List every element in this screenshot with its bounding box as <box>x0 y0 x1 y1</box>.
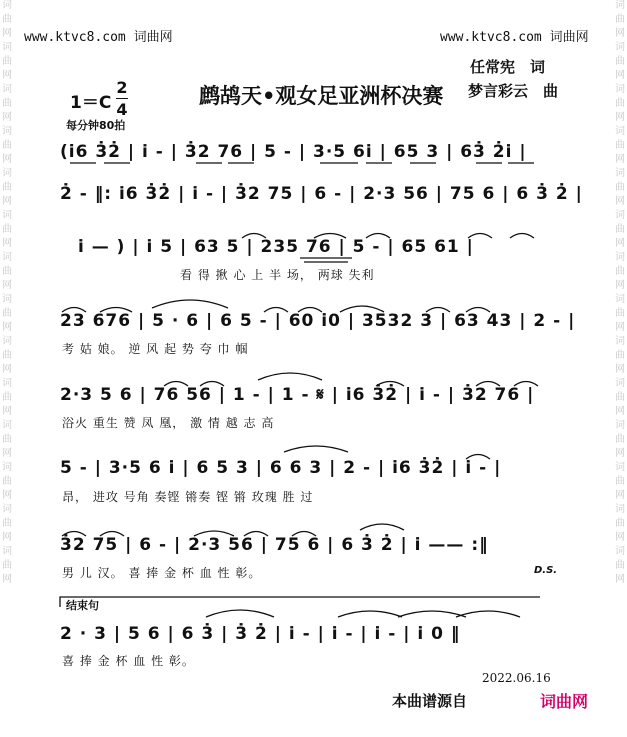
side-watermark-glyph: 曲 <box>615 308 625 319</box>
score-row-6-lyrics: 昂， 进攻 号角 奏铿 锵奏 铿 锵 玫瑰 胜 过 <box>62 490 314 504</box>
side-watermark-glyph: 曲 <box>615 14 625 25</box>
side-watermark-glyph: 曲 <box>2 14 12 25</box>
side-watermark-glyph: 曲 <box>615 56 625 67</box>
right-watermark-column <box>613 0 627 737</box>
side-watermark-glyph: 词 <box>615 462 625 473</box>
side-watermark-glyph: 词 <box>615 42 625 53</box>
side-watermark-glyph: 网 <box>615 448 625 459</box>
side-watermark-glyph: 词 <box>615 420 625 431</box>
side-watermark-glyph: 网 <box>615 154 625 165</box>
composer-credit: 梦言彩云 曲 <box>468 82 559 100</box>
side-watermark-glyph: 曲 <box>2 56 12 67</box>
score-row-3-lyrics: 看 得 揪 心 上 半 场， 两球 失利 <box>180 268 375 282</box>
brand-logo: 词曲网 <box>540 692 589 711</box>
side-watermark-glyph: 词 <box>615 210 625 221</box>
side-watermark-glyph: 网 <box>2 112 12 123</box>
key-signature: 1＝C <box>70 93 112 113</box>
side-watermark-glyph: 词 <box>615 84 625 95</box>
ending-label: 结束句 <box>66 599 99 612</box>
score-row-7-lyrics: 男 儿 汉。 喜 捧 金 杯 血 性 彰。 <box>62 566 262 580</box>
slur-arc <box>338 611 402 617</box>
side-watermark-glyph: 网 <box>615 196 625 207</box>
slur-arc <box>206 610 274 617</box>
side-watermark-glyph: 曲 <box>2 518 12 529</box>
side-watermark-glyph: 词 <box>2 84 12 95</box>
side-watermark-glyph: 曲 <box>615 224 625 235</box>
side-watermark-glyph: 网 <box>2 196 12 207</box>
side-watermark-glyph: 曲 <box>2 560 12 571</box>
side-watermark-glyph: 曲 <box>615 350 625 361</box>
side-watermark-glyph: 网 <box>2 490 12 501</box>
side-watermark-glyph: 词 <box>615 126 625 137</box>
side-watermark-glyph: 词 <box>2 546 12 557</box>
side-watermark-glyph: 网 <box>615 322 625 333</box>
side-watermark-glyph: 曲 <box>2 98 12 109</box>
side-watermark-glyph: 词 <box>2 252 12 263</box>
side-watermark-glyph: 词 <box>615 0 625 11</box>
side-watermark-glyph: 词 <box>2 126 12 137</box>
side-watermark-glyph: 曲 <box>2 308 12 319</box>
score-row-4-notes: 23 676 | 5 · 6 | 6 5 - | 60 i̇0 | 3532 3 | 63 43 | 2 - | <box>60 311 576 331</box>
side-watermark-glyph: 曲 <box>615 476 625 487</box>
score-row-7-notes: 3̇2 75 | 6 - | 2·3 56 | 75 6 | 6 3̇ 2̇ | i̇ —— :‖ <box>60 535 489 555</box>
side-watermark-glyph: 词 <box>615 294 625 305</box>
side-watermark-glyph: 词 <box>615 168 625 179</box>
score-row-8-lyrics: 喜 捧 金 杯 血 性 彰。 <box>62 654 195 668</box>
side-watermark-glyph: 网 <box>615 532 625 543</box>
side-watermark-glyph: 词 <box>615 504 625 515</box>
lyricist-credit: 任常宪 词 <box>470 58 546 76</box>
side-watermark-glyph: 曲 <box>2 350 12 361</box>
side-watermark-glyph: 曲 <box>615 182 625 193</box>
side-watermark-glyph: 网 <box>615 280 625 291</box>
side-watermark-glyph: 网 <box>615 490 625 501</box>
left-watermark-column <box>0 0 14 737</box>
side-watermark-glyph: 词 <box>615 378 625 389</box>
song-title: 鹧鸪天•观女足亚洲杯决赛 <box>199 84 444 108</box>
source-label: 本曲谱源自 <box>392 692 468 710</box>
side-watermark-glyph: 词 <box>2 294 12 305</box>
side-watermark-glyph: 曲 <box>615 434 625 445</box>
side-watermark-glyph: 词 <box>2 336 12 347</box>
side-watermark-glyph: 词 <box>2 42 12 53</box>
side-watermark-glyph: 词 <box>2 210 12 221</box>
side-watermark-glyph: 曲 <box>615 392 625 403</box>
side-watermark-glyph: 词 <box>2 378 12 389</box>
site-watermark-right: www.ktvc8.com 词曲网 <box>440 30 589 45</box>
slur-arc <box>398 611 466 617</box>
side-watermark-glyph: 网 <box>2 154 12 165</box>
side-watermark-glyph: 词 <box>2 168 12 179</box>
side-watermark-glyph: 网 <box>2 322 12 333</box>
side-watermark-glyph: 曲 <box>2 392 12 403</box>
side-watermark-glyph: 网 <box>615 364 625 375</box>
side-watermark-glyph: 曲 <box>615 98 625 109</box>
side-watermark-glyph: 词 <box>615 336 625 347</box>
side-watermark-glyph: 网 <box>615 112 625 123</box>
score-row-2-notes: 2̇ - ‖: i̇6 3̇2̇ | i̇ - | 3̇2 75 | 6 - | 2·3 56 | 75 6 | 6 3̇ 2̇ | <box>60 184 583 204</box>
side-watermark-glyph: 词 <box>615 252 625 263</box>
score-row-5-notes: 2·3 5 6 | 76 56 | 1 - | 1 - 𝄋 | i̇6 3̇2̇ | i̇ - | 3̇2 76 | <box>60 385 535 405</box>
side-watermark-glyph: 曲 <box>615 266 625 277</box>
score-row-5-lyrics: 浴火 重生 赞 凤 凰， 激 情 越 志 高 <box>62 416 275 430</box>
score-row-6-notes: 5 - | 3·5 6 i̇ | 6 5 3 | 6 6 3 | 2 - | i̇6 3̇2̇ | i̇ - | <box>60 458 502 478</box>
side-watermark-glyph: 网 <box>2 28 12 39</box>
side-watermark-glyph: 网 <box>2 364 12 375</box>
side-watermark-glyph: 网 <box>2 70 12 81</box>
ending-bracket <box>60 597 540 607</box>
side-watermark-glyph: 词 <box>2 504 12 515</box>
slur-arc <box>456 611 520 617</box>
slur-arc <box>284 446 348 452</box>
side-watermark-glyph: 词 <box>2 420 12 431</box>
slur-arc <box>360 524 404 530</box>
side-watermark-glyph: 曲 <box>2 140 12 151</box>
side-watermark-glyph: 网 <box>615 406 625 417</box>
tempo-marking: 每分钟80拍 <box>66 119 126 132</box>
side-watermark-glyph: 网 <box>2 532 12 543</box>
side-watermark-glyph: 网 <box>615 238 625 249</box>
side-watermark-glyph: 曲 <box>615 560 625 571</box>
side-watermark-glyph: 曲 <box>615 140 625 151</box>
side-watermark-glyph: 网 <box>615 28 625 39</box>
side-watermark-glyph: 网 <box>2 448 12 459</box>
side-watermark-glyph: 曲 <box>2 476 12 487</box>
side-watermark-glyph: 网 <box>2 238 12 249</box>
score-row-1-notes: (i6 3̇2̇ | i̇ - | 3̇2 76 | 5 - | 3·5 6i̇ | 65 3 | 63̇ 2̇i̇ | <box>60 142 527 162</box>
slur-arc <box>510 234 534 239</box>
side-watermark-glyph: 词 <box>2 462 12 473</box>
time-signature-bottom: 4 <box>116 100 128 119</box>
side-watermark-glyph: 网 <box>615 70 625 81</box>
time-signature-top: 2 <box>116 78 128 97</box>
score-row-8-notes: 2 · 3 | 5 6 | 6 3̇ | 3̇ 2̇ | i̇ - | i̇ - | i̇ - | i̇ 0 ‖ <box>60 624 461 644</box>
site-watermark-left: www.ktvc8.com 词曲网 <box>24 30 173 45</box>
side-watermark-glyph: 词 <box>615 546 625 557</box>
side-watermark-glyph: 曲 <box>615 518 625 529</box>
side-watermark-glyph: 曲 <box>2 224 12 235</box>
side-watermark-glyph: 网 <box>2 406 12 417</box>
score-row-4-lyrics: 考 姑 娘。 逆 风 起 势 夸 巾 帼 <box>62 342 249 356</box>
side-watermark-glyph: 曲 <box>2 434 12 445</box>
side-watermark-glyph: 词 <box>2 0 12 11</box>
score-row-3-notes: i̇ — ) | i̇ 5 | 63 5 | 235 76 | 5 - | 65 61 | <box>78 237 474 257</box>
side-watermark-glyph: 网 <box>2 574 12 585</box>
side-watermark-glyph: 网 <box>2 280 12 291</box>
side-watermark-glyph: 网 <box>615 574 625 585</box>
side-watermark-glyph: 曲 <box>2 182 12 193</box>
side-watermark-glyph: 曲 <box>2 266 12 277</box>
time-signature <box>115 78 129 119</box>
ds-mark: D.S. <box>534 565 558 576</box>
time-signature-line <box>116 98 128 99</box>
slur-arc <box>152 300 228 308</box>
slur-arc <box>258 373 322 380</box>
date-stamp: 2022.06.16 <box>482 671 551 685</box>
